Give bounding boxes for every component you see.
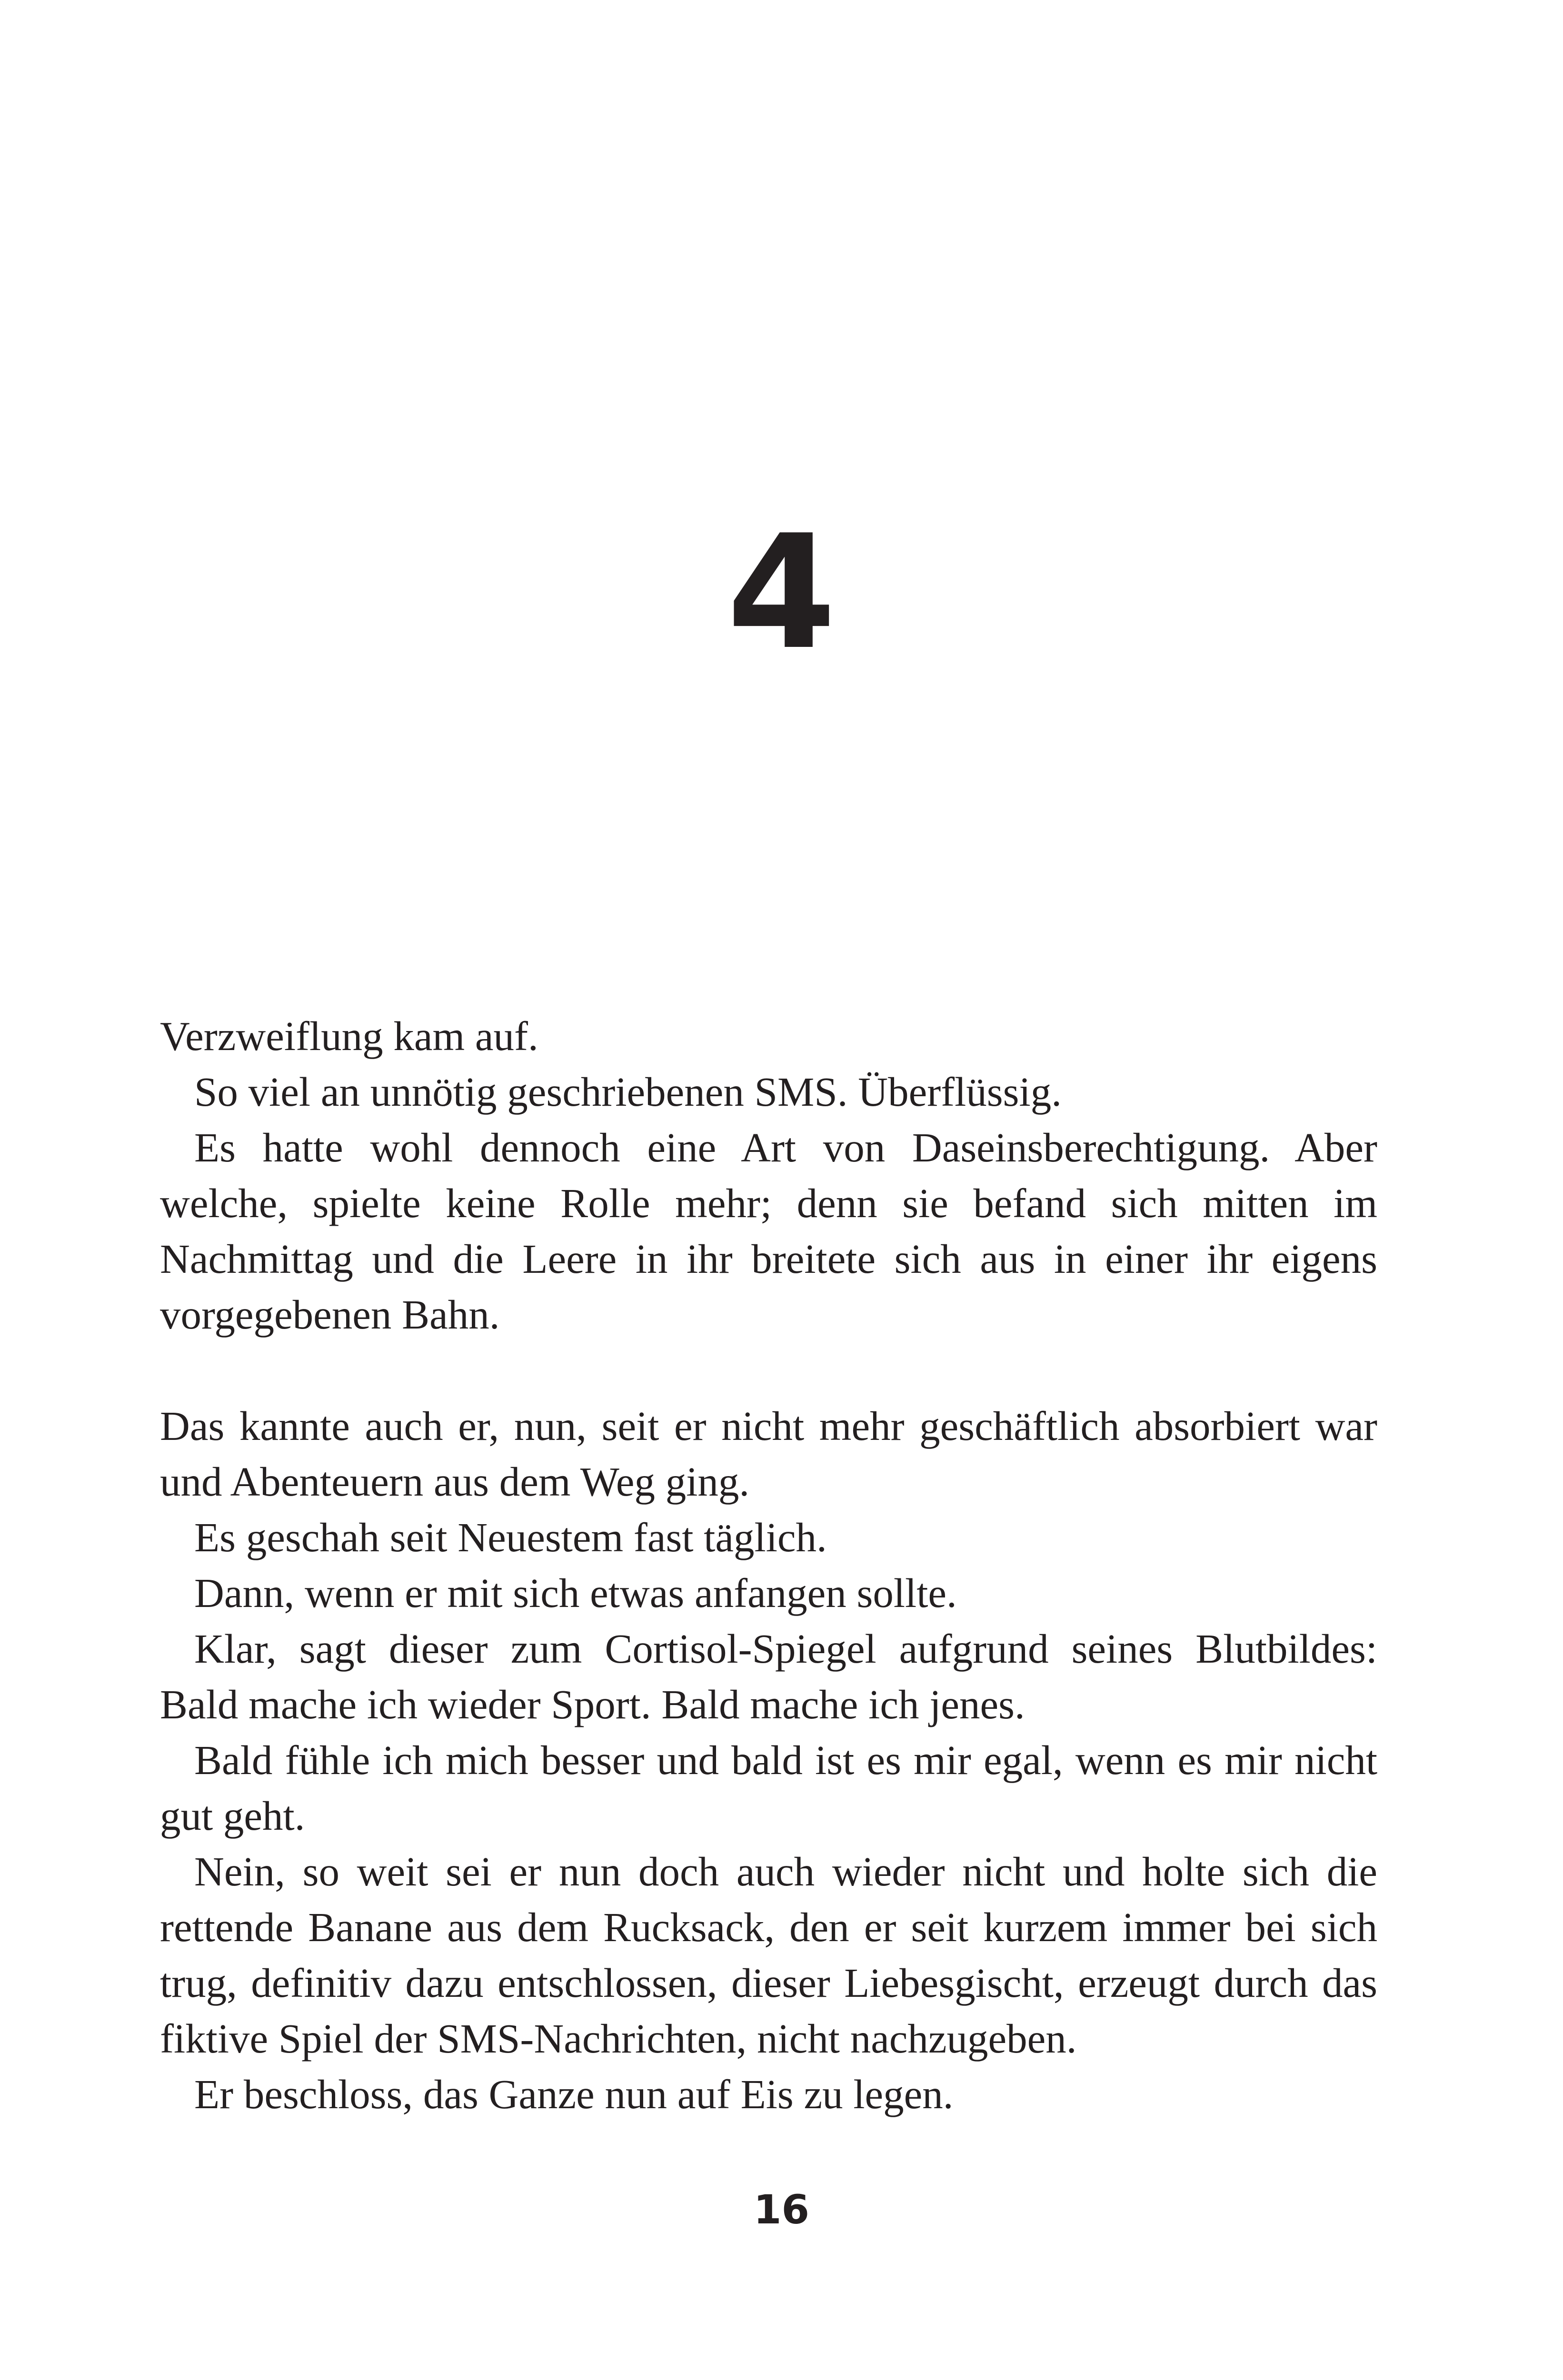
paragraph: Verzweiflung kam auf. [160, 1013, 538, 1059]
paragraph: Bald fühle ich mich besser und bald ist es mir egal, wenn es mir nicht gut geht. [160, 1737, 1377, 1839]
section-break [160, 1342, 1377, 1398]
chapter-number: 4 [727, 501, 836, 684]
paragraph: Das kannte auch er, nun, seit er nicht mehr geschäftlich absorbiert war und Abenteuern aus dem Weg ging. [160, 1403, 1377, 1505]
page-number: 16 [754, 2186, 809, 2233]
paragraph: Klar, sagt dieser zum Cortisol-Spiegel aufgrund seines Blutbildes: Bald mache ich wieder Sport. Bald mache ich jenes. [160, 1626, 1377, 1727]
paragraph: So viel an unnötig geschriebenen SMS. Überflüssig. [194, 1069, 1062, 1115]
chapter-body [160, 1008, 1377, 2122]
paragraph: Es hatte wohl dennoch eine Art von Daseinsberechtigung. Aber welche, spielte keine Rolle mehr; denn sie befand sich mitten im Nachmittag und die Leere in ihr breitete sich aus in einer ihr eigens vorgegebenen Bahn. [160, 1124, 1377, 1338]
paragraph: Er beschloss, das Ganze nun auf Eis zu legen. [194, 2071, 954, 2117]
paragraph: Es geschah seit Neuestem fast täglich. [194, 1514, 827, 1560]
paragraph: Nein, so weit sei er nun doch auch wieder nicht und holte sich die rettende Banane aus dem Rucksack, den er seit kurzem immer bei sich trug, definitiv dazu entschlossen, dieser Liebesgischt, erzeugt durch das fiktive Spiel der SMS-Nachrichten, nicht nachzugeben. [160, 1848, 1377, 2062]
paragraph: Dann, wenn er mit sich etwas anfangen sollte. [194, 1570, 957, 1616]
